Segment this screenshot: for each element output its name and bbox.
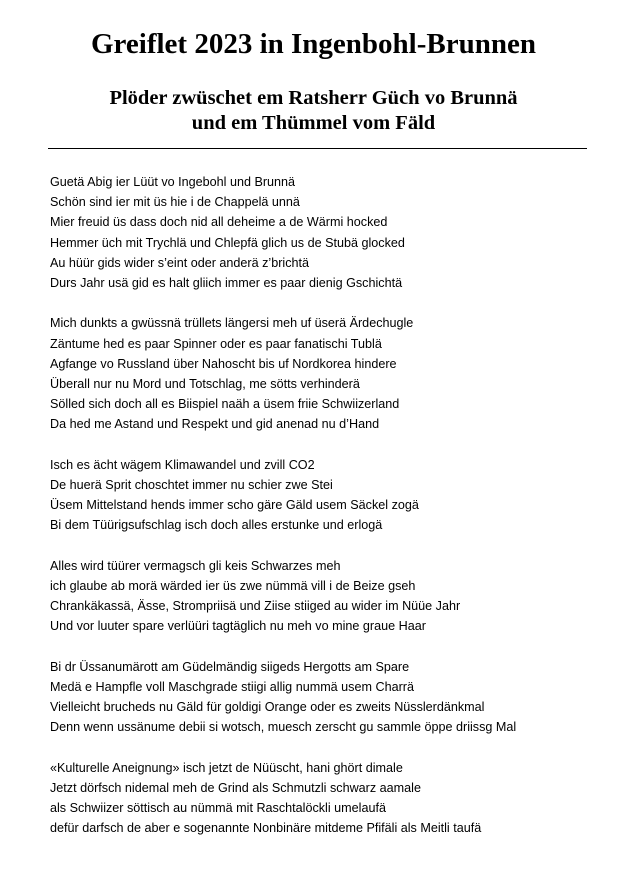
poem-line: Überall nur nu Mord und Totschlag, me sötts verhinderä — [50, 377, 360, 392]
poem-line: Jetzt dörfsch nidemal meh de Grind als Schmutzli schwarz aamale — [50, 781, 421, 796]
poem-line: defür darfsch de aber e sogenannte Nonbinäre mitdeme Pfifäli als Meitli taufä — [50, 821, 482, 836]
poem-line: als Schwiizer söttisch au nümmä mit Raschtalöckli umelaufä — [50, 801, 386, 816]
subtitle-line: Plöder zwüschet em Ratsherr Güch vo Brunnä — [109, 87, 518, 109]
poem-line: Und vor luuter spare verlüüri tagtäglich nu meh vo mine graue Haar — [50, 619, 426, 634]
poem-line: Mier freuid üs dass doch nid all deheime a de Wärmi hocked — [50, 215, 388, 230]
poem-line: Durs Jahr usä gid es halt gliich immer es paar dienig Gschichtä — [50, 276, 403, 291]
poem-line: Vielleicht brucheds nu Gäld für goldigi Orange oder es zweits Nüsslerdänkmal — [50, 700, 485, 715]
subtitle-line: und em Thümmel vom Fäld — [191, 112, 436, 134]
document-subtitle — [0, 86, 627, 136]
poem-line: Au hüür gids wider s’eint oder anderä z’brichtä — [50, 255, 310, 270]
poem-line: «Kulturelle Aneignung» isch jetzt de Nüüscht, hani ghört dimale — [50, 760, 403, 775]
poem-line: Isch es ächt wägem Klimawandel und zvill CO2 — [50, 457, 315, 472]
poem-line: Bi dr Üssanumärott am Güdelmändig siigeds Hergotts am Spare — [50, 659, 410, 674]
poem-line: Medä e Hampfle voll Maschgrade stiigi allig nummä usem Charrä — [50, 680, 414, 695]
poem-line: ich glaube ab morä wärded ier üs zwe nümmä vill i de Beize gseh — [50, 579, 416, 594]
poem-line: Bi dem Tüürigsufschlag isch doch alles erstunke und erlogä — [50, 518, 383, 533]
stanza — [50, 455, 610, 536]
poem-line: De huerä Sprit choschtet immer nu schier zwe Stei — [50, 478, 333, 493]
stanza — [50, 556, 610, 637]
poem-line: Schön sind ier mit üs hie i de Chappelä unnä — [50, 195, 300, 210]
stanza — [50, 172, 610, 293]
poem-line: Üsem Mittelstand hends immer scho gäre Gäld usem Säckel zogä — [50, 498, 419, 513]
stanza — [50, 657, 610, 738]
poem-line: Da hed me Astand und Respekt und gid anenad nu d’Hand — [50, 417, 380, 432]
poem-body — [50, 172, 610, 859]
document-title: Greiflet 2023 in Ingenbohl-Brunnen — [91, 28, 536, 60]
poem-line: Chrankäkassä, Ässe, Strompriisä und Ziise stiiged au wider im Nüüe Jahr — [50, 599, 461, 614]
poem-line: Sölled sich doch all es Biispiel naäh a üsem friie Schwiizerland — [50, 397, 400, 412]
poem-line: Zäntume hed es paar Spinner oder es paar fanatischi Tublä — [50, 336, 382, 351]
poem-line: Mich dunkts a gwüssnä trüllets längersi meh uf üserä Ärdechugle — [50, 316, 414, 331]
stanza — [50, 758, 610, 839]
title-divider — [48, 148, 587, 149]
poem-line: Guetä Abig ier Lüüt vo Ingebohl und Brunnä — [50, 175, 296, 189]
stanza — [50, 313, 610, 434]
poem-line: Alles wird tüürer vermagsch gli keis Schwarzes meh — [50, 558, 341, 573]
poem-line: Hemmer üch mit Trychlä und Chlepfä glich us de Stubä glocked — [50, 235, 405, 250]
poem-line: Denn wenn ussänume debii si wotsch, muesch zerscht gu sammle öppe driissg Mal — [50, 720, 517, 735]
poem-line: Agfange vo Russland über Nahoscht bis uf Nordkorea hindere — [50, 356, 397, 371]
